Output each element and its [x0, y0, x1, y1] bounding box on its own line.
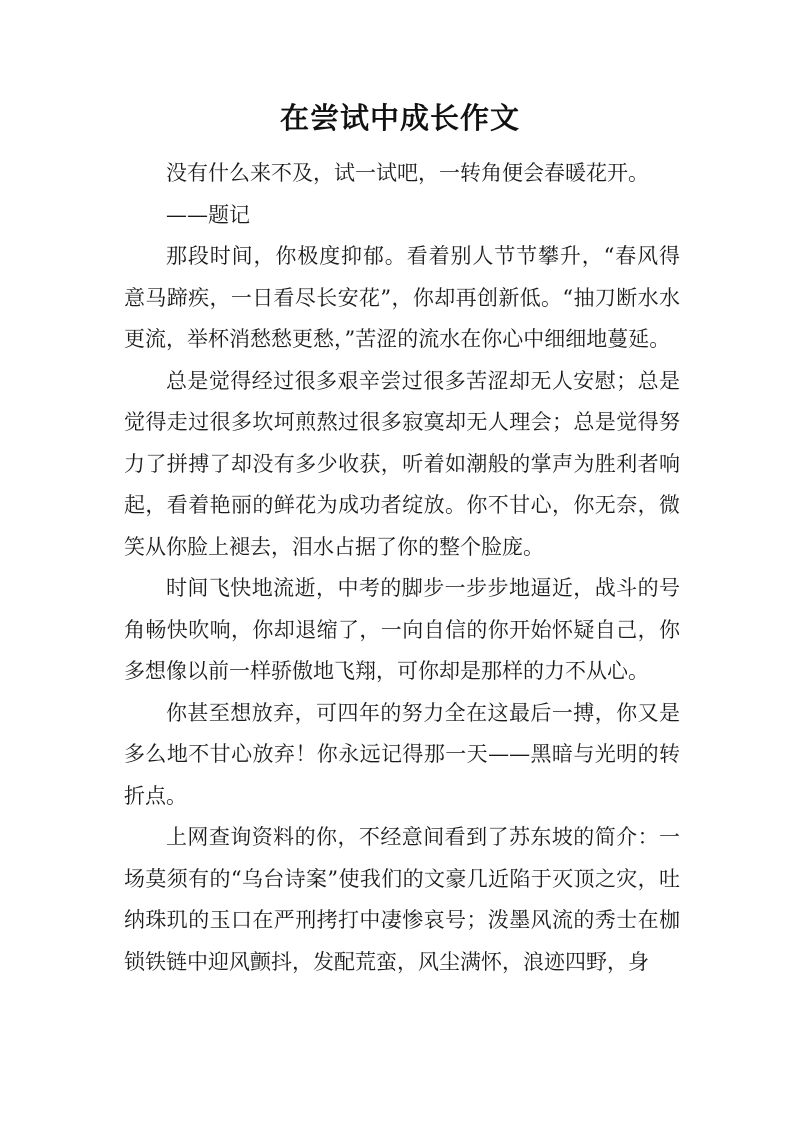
paragraph: 总是觉得经过很多艰辛尝过很多苦涩却无人安慰；总是觉得走过很多坎坷煎熬过很多寂寞却无人理会；总是觉得努力了拼搏了却没有多少收获，听着如潮般的掌声为胜利者响起，看着艳丽的鲜花为成功者绽放。你不甘心，你无奈，微笑从你脸上褪去，泪水占据了你的整个脸庞。 [124, 368, 680, 559]
paragraph: 上网查询资料的你，不经意间看到了苏东坡的简介：一场莫须有的“乌台诗案”使我们的文豪几近陷于灭顶之灾，吐纳珠玑的玉口在严刑拷打中凄惨哀号；泼墨风流的秀士在枷锁铁链中迎风颤抖，发配荒蛮，风尘满怀，浪迹四野，身 [124, 825, 680, 974]
document-title: 在尝试中成长作文 [279, 101, 520, 135]
paragraph-epigraph-attribution: ——题记 [166, 202, 250, 227]
paragraph: 时间飞快地流逝，中考的脚步一步步地逼近，战斗的号角畅快吹响，你却退缩了，一向自信的你开始怀疑自己，你多想像以前一样骄傲地飞翔，可你却是那样的力不从心。 [124, 576, 680, 683]
paragraph: 你甚至想放弃，可四年的努力全在这最后一搏，你又是多么地不甘心放弃！你永远记得那一天——黑暗与光明的转折点。 [124, 700, 680, 808]
paragraph-epigraph: 没有什么来不及，试一试吧，一转角便会春暖花开。 [166, 161, 649, 185]
document-body [124, 153, 680, 983]
paragraph: 那段时间，你极度抑郁。看着别人节节攀升，“春风得意马蹄疾，一日看尽长安花”，你却再创新低。“抽刀断水水更流，举杯消愁愁更愁，”苦涩的流水在你心中细细地蔓延。 [124, 244, 680, 351]
